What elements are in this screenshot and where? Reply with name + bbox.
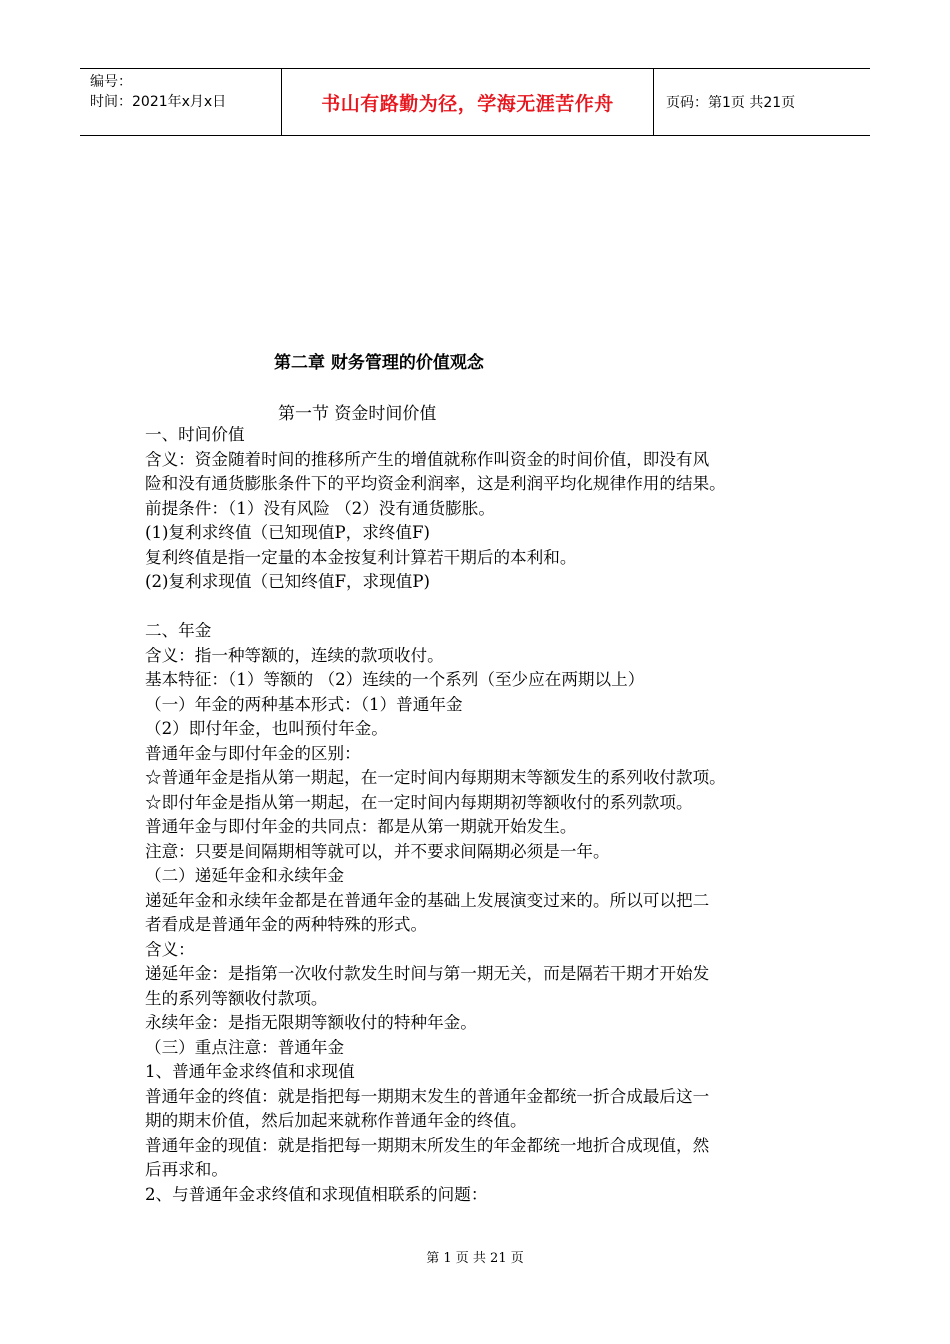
paragraph: 1、普通年金求终值和求现值 <box>145 1062 355 1081</box>
paragraph: 普通年金与即付年金的共同点：都是从第一期就开始发生。 <box>145 817 577 836</box>
time-label: 时间：2021年x月x日 <box>90 94 227 110</box>
paragraph: 前提条件：（1）没有风险 （2）没有通货膨胀。 <box>145 498 495 518</box>
paragraph: 者看成是普通年金的两种特殊的形式。 <box>145 915 428 934</box>
paragraph: 一、时间价值 <box>145 425 245 444</box>
paragraph: (1)复利求终值（已知现值P，求终值F) <box>145 523 430 542</box>
header-table <box>80 68 870 136</box>
number-label: 编号： <box>90 74 132 90</box>
paragraph: （2）即付年金，也叫预付年金。 <box>145 719 388 738</box>
paragraph: 二、年金 <box>145 621 212 640</box>
motto-text: 书山有路勤为径，学海无涯苦作舟 <box>321 92 614 115</box>
header-meta-cell <box>80 69 282 135</box>
paragraph: （三）重点注意：普通年金 <box>145 1037 345 1057</box>
paragraph: 永续年金：是指无限期等额收付的特种年金。 <box>145 1013 477 1032</box>
paragraph: 复利终值是指一定量的本金按复利计算若干期后的本利和。 <box>145 547 577 567</box>
paragraph: 普通年金的终值：就是指把每一期期末发生的普通年金都统一折合成最后这一 <box>145 1086 710 1106</box>
paragraph: 期的期末价值，然后加起来就称作普通年金的终值。 <box>145 1111 527 1130</box>
section-title: 第一节 资金时间价值 <box>278 404 437 424</box>
paragraph: 递延年金和永续年金都是在普通年金的基础上发展演变过来的。所以可以把二 <box>145 890 710 910</box>
paragraph: 普通年金与即付年金的区别： <box>145 743 361 763</box>
paragraph: 普通年金的现值：就是指把每一期期末所发生的年金都统一地折合成现值，然 <box>145 1135 710 1155</box>
paragraph: （二）递延年金和永续年金 <box>145 866 345 885</box>
header-motto-cell <box>282 69 654 135</box>
chapter-title: 第二章 财务管理的价值观念 <box>274 353 484 373</box>
paragraph: (2)复利求现值（已知终值F，求现值P) <box>145 572 430 591</box>
paragraph: 后再求和。 <box>145 1160 228 1179</box>
header-page-cell <box>654 69 870 135</box>
paragraph: 2、与普通年金求终值和求现值相联系的问题： <box>145 1184 488 1204</box>
paragraph: （一）年金的两种基本形式：（1）普通年金 <box>145 694 463 714</box>
paragraph <box>145 595 815 620</box>
paragraph: 生的系列等额收付款项。 <box>145 988 328 1008</box>
paragraph: 险和没有通货膨胀条件下的平均资金利润率，这是利润平均化规律作用的结果。 <box>145 474 726 493</box>
paragraph: ☆即付年金是指从第一期起，在一定时间内每期期初等额收付的系列款项。 <box>145 792 693 812</box>
paragraph: 含义： <box>145 939 195 959</box>
page-info: 页码：第1页 共21页 <box>666 95 796 111</box>
paragraph: 注意：只要是间隔期相等就可以，并不要求间隔期必须是一年。 <box>145 841 610 861</box>
paragraph: ☆普通年金是指从第一期起，在一定时间内每期期末等额发生的系列收付款项。 <box>145 768 726 787</box>
paragraph: 含义：资金随着时间的推移所产生的增值就称作叫资金的时间价值，即没有风 <box>145 449 710 469</box>
page-footer: 第 1 页 共 21 页 <box>426 1251 524 1266</box>
paragraph: 基本特征：（1）等额的 （2）连续的一个系列（至少应在两期以上） <box>145 670 645 689</box>
body-text <box>145 423 815 1207</box>
paragraph: 递延年金：是指第一次收付款发生时间与第一期无关，而是隔若干期才开始发 <box>145 964 710 983</box>
paragraph: 含义：指一种等额的，连续的款项收付。 <box>145 645 444 665</box>
